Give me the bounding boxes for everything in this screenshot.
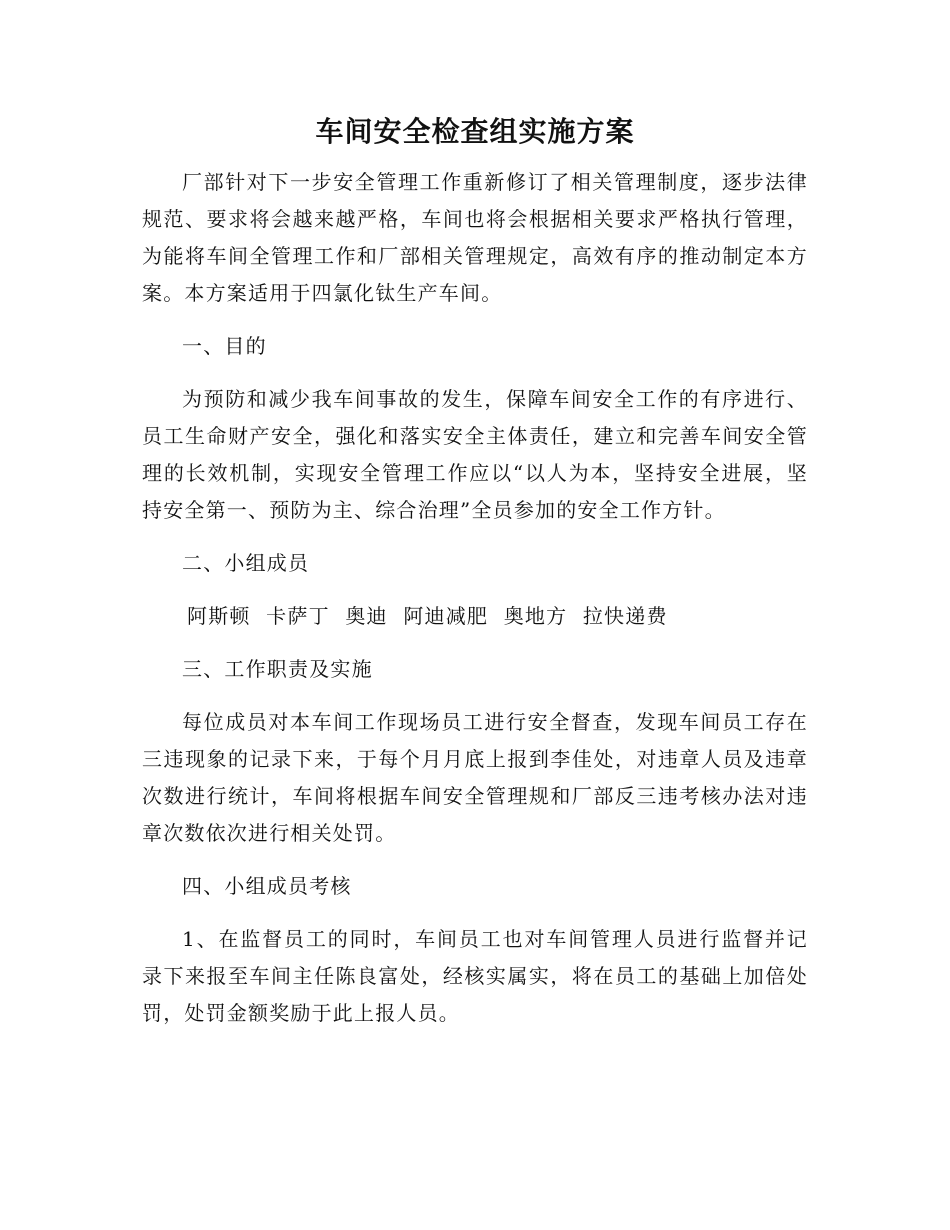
section-body-duties: 每位成员对本车间工作现场员工进行安全督查，发现车间员工存在三违现象的记录下来，于每个月月底上报到李佳处，对违章人员及违章次数进行统计，车间将根据车间安全管理规和厂部反三违考核办法对违章次数依次进行相关处罚。 [142,710,808,845]
member-list [142,598,808,635]
member-name: 卡萨丁 [266,604,330,628]
section-body-purpose: 为预防和减少我车间事故的发生，保障车间安全工作的有序进行、员工生命财产安全，强化和落实安全主体责任，建立和完善车间安全管理的长效机制，实现安全管理工作应以“以人为本，坚持安全进展，坚持安全第一、预防为主、综合治理”全员参加的安全工作方针。 [142,387,808,522]
document-title: 车间安全检查组实施方案 [315,115,635,148]
section-body-assessment: 1、在监督员工的同时，车间员工也对车间管理人员进行监督并记录下来报至车间主任陈良富处，经核实属实，将在员工的基础上加倍处罚，处罚金额奖励于此上报人员。 [142,927,808,1025]
member-name: 阿斯顿 [187,604,251,628]
intro-paragraph: 厂部针对下一步安全管理工作重新修订了相关管理制度，逐步法律规范、要求将会越来越严格，车间也将会根据相关要求严格执行管理，为能将车间全管理工作和厂部相关管理规定，高效有序的推动制定本方案。本方案适用于四氯化钛生产车间。 [142,170,808,305]
section-heading-duties: 三、工作职责及实施 [182,657,373,681]
section-heading-assessment: 四、小组成员考核 [182,874,352,898]
member-name: 奥地方 [503,604,568,628]
member-name: 拉快递费 [582,604,668,628]
section-heading-members: 二、小组成员 [182,551,310,575]
member-name: 阿迪减肥 [403,604,489,628]
member-name: 奥迪 [345,604,388,628]
document-body [142,164,808,1048]
section-heading-purpose: 一、目的 [182,334,267,358]
